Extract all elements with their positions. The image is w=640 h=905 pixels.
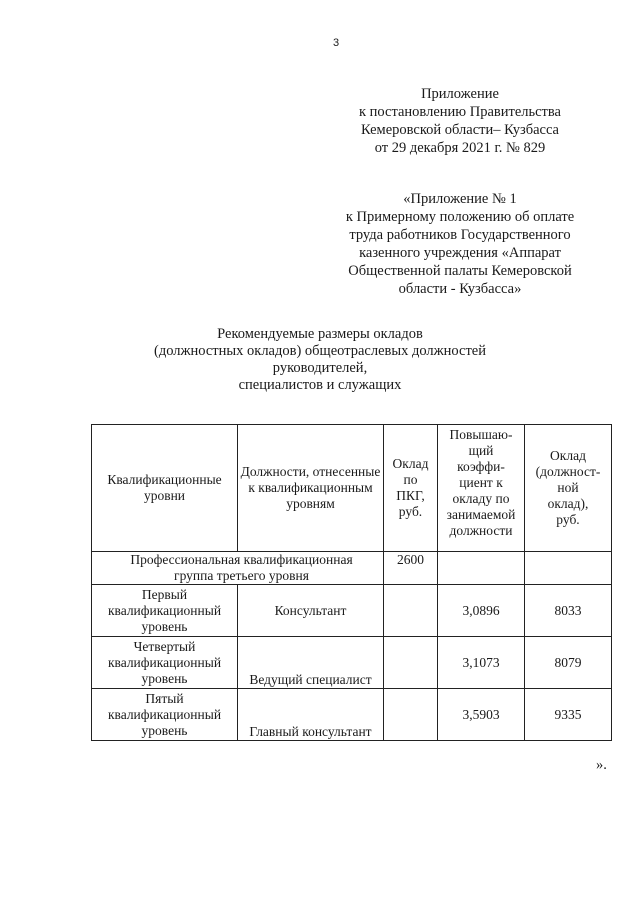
group-base-salary: 2600 xyxy=(384,552,438,585)
appendix-header-line: Кемеровской области– Кузбасса xyxy=(360,122,559,138)
table-header-row xyxy=(92,425,612,552)
appendix-header xyxy=(320,85,600,157)
row-salary: 8079 xyxy=(525,637,612,689)
appendix-note xyxy=(320,190,600,298)
row-base-salary-empty xyxy=(384,689,438,741)
row-base-salary-empty xyxy=(384,637,438,689)
row-position: Консультант xyxy=(238,585,384,637)
appendix-header-line: к постановлению Правительства xyxy=(359,104,561,120)
table-title-line: руководителей, xyxy=(272,360,368,376)
row-level: Первый квалификационный уровень xyxy=(92,585,238,637)
page-number: 3 xyxy=(332,37,340,49)
header-level: Квалификационные уровни xyxy=(92,425,238,552)
header-position: Должности, отнесенные к квалификационным уровням xyxy=(238,425,384,552)
header-coefficient: Повышаю- щий коэффи- циент к окладу по занимаемой должности xyxy=(438,425,525,552)
row-salary: 8033 xyxy=(525,585,612,637)
appendix-note-line: к Примерному положению об оплате xyxy=(345,209,575,225)
table-row xyxy=(92,585,612,637)
row-coefficient: 3,5903 xyxy=(438,689,525,741)
table-title-line: Рекомендуемые размеры окладов xyxy=(217,326,423,342)
closing-quote: ». xyxy=(596,757,607,773)
table-title xyxy=(130,326,510,394)
row-coefficient: 3,0896 xyxy=(438,585,525,637)
appendix-header-line: Приложение xyxy=(421,86,499,102)
group-name: Профессиональная квалификационная группа третьего уровня xyxy=(92,552,384,585)
appendix-note-line: казенного учреждения «Аппарат xyxy=(359,245,561,261)
row-level: Пятый квалификационный уровень xyxy=(92,689,238,741)
table-row xyxy=(92,637,612,689)
table-title-line: (должностных окладов) общеотраслевых должностей xyxy=(153,343,487,359)
row-base-salary-empty xyxy=(384,585,438,637)
appendix-header-line: от 29 декабря 2021 г. № 829 xyxy=(374,140,546,156)
row-position: Главный консультант xyxy=(238,689,384,741)
appendix-note-line: области - Кузбасса» xyxy=(398,281,522,297)
appendix-note-line: Общественной палаты Кемеровской xyxy=(348,263,572,279)
table-row xyxy=(92,689,612,741)
row-level: Четвертый квалификационный уровень xyxy=(92,637,238,689)
row-coefficient: 3,1073 xyxy=(438,637,525,689)
table-title-line: специалистов и служащих xyxy=(238,377,402,393)
appendix-note-line: «Приложение № 1 xyxy=(403,191,517,207)
appendix-note-line: труда работников Государственного xyxy=(349,227,571,243)
header-salary: Оклад (должност- ной оклад), руб. xyxy=(525,425,612,552)
group-salary-empty xyxy=(525,552,612,585)
header-base-salary: Оклад по ПКГ, руб. xyxy=(384,425,438,552)
group-coefficient-empty xyxy=(438,552,525,585)
salary-table xyxy=(91,424,612,741)
row-salary: 9335 xyxy=(525,689,612,741)
group-row xyxy=(92,552,612,585)
row-position: Ведущий специалист xyxy=(238,637,384,689)
